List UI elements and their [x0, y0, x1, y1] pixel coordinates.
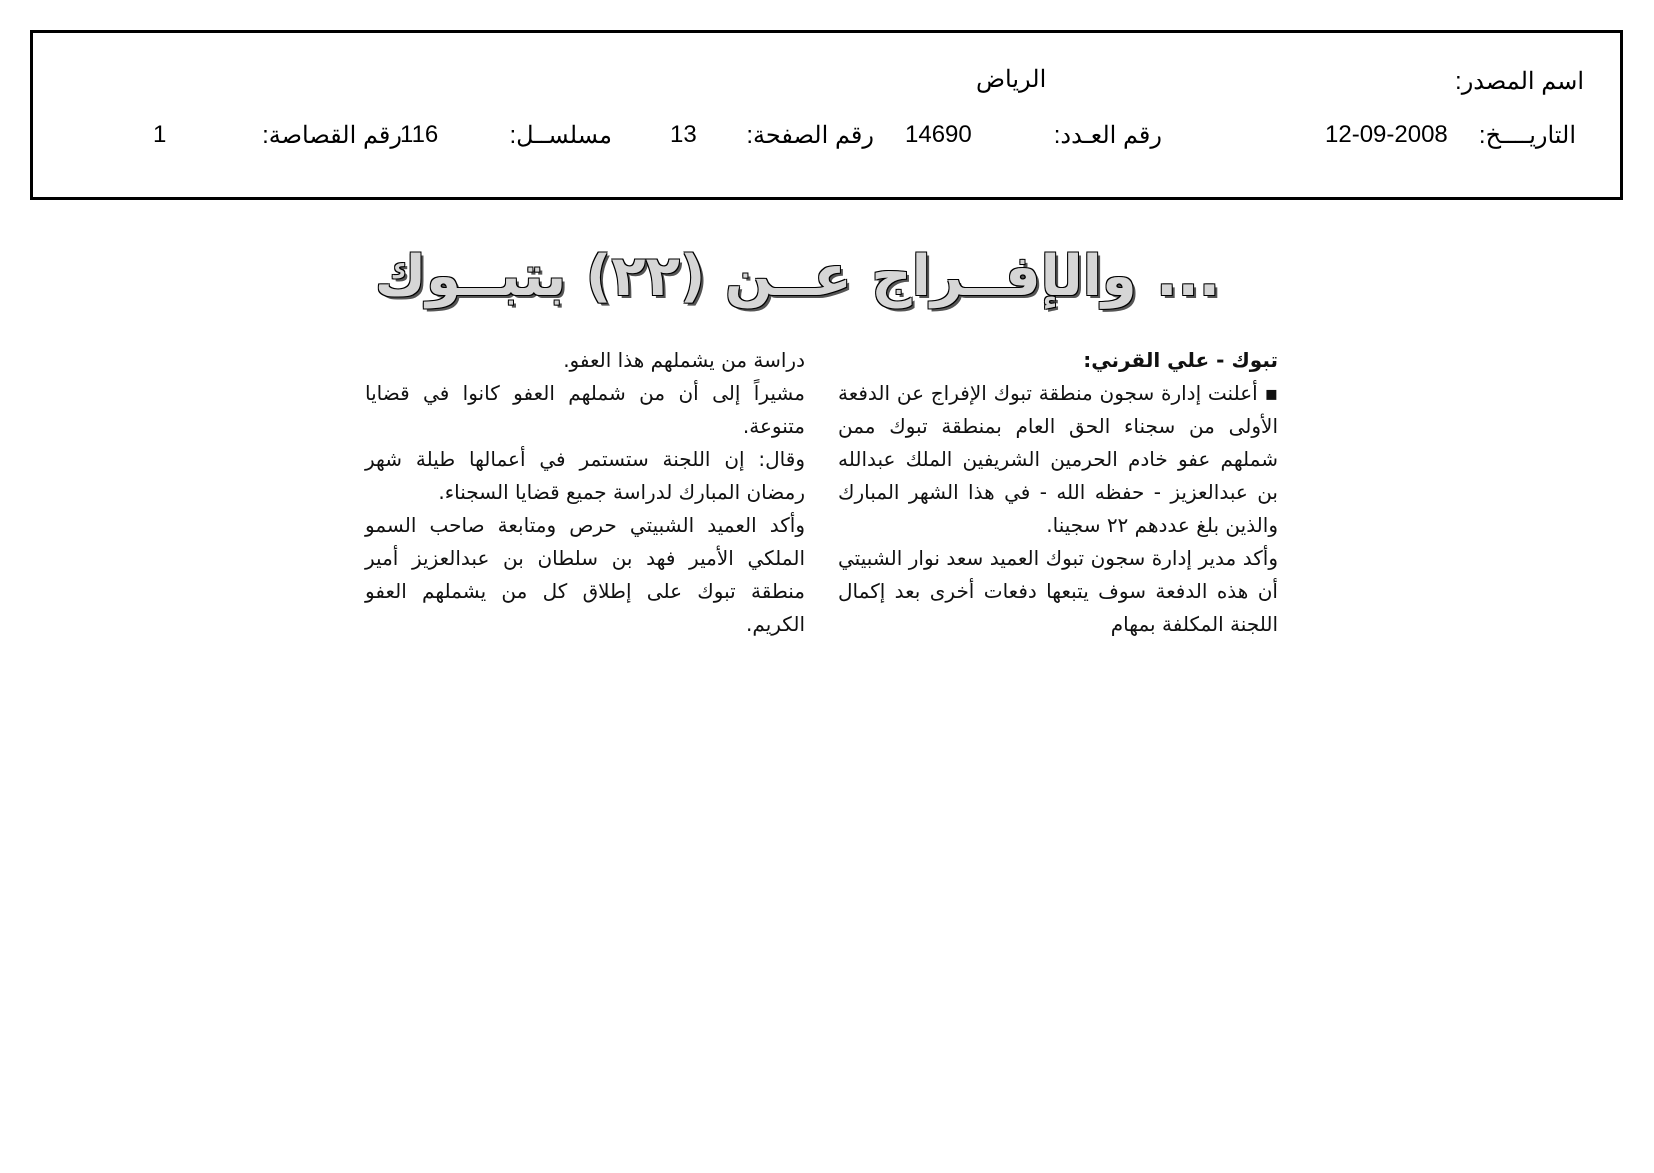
- issue-label: رقم العـدد:: [1053, 122, 1162, 149]
- serial-label: مسلســل:: [509, 122, 612, 149]
- clip-label: رقم القصاصة:: [262, 122, 402, 149]
- article-paragraph: وأكد مدير إدارة سجون تبوك العميد سعد نوار الشبيتي أن هذه الدفعة سوف يتبعها دفعات أخرى بعد إكمال اللجنة المكلفة بمهام: [838, 546, 1278, 636]
- article-column-right: [838, 344, 1278, 641]
- page-value: 13: [670, 121, 697, 148]
- article-column-left: [365, 344, 805, 641]
- article-headline: ... والإفــراج عــن (٢٢) بتبــوك: [374, 244, 1220, 309]
- article-paragraph: مشيراً إلى أن من شملهم العفو كانوا في قضايا متنوعة.: [365, 381, 805, 438]
- source-value: الرياض: [976, 66, 1047, 93]
- article-paragraph: وأكد العميد الشبيتي حرص ومتابعة صاحب السمو الملكي الأمير فهد بن سلطان بن عبدالعزيز أمير منطقة تبوك على إطلاق كل من يشملهم العفو الكريم.: [365, 513, 805, 636]
- article-paragraph: وقال: إن اللجنة ستستمر في أعمالها طيلة شهر رمضان المبارك لدراسة جميع قضايا السجناء.: [365, 447, 805, 504]
- article-paragraph: ▪ أعلنت إدارة سجون منطقة تبوك الإفراج عن الدفعة الأولى من سجناء الحق العام بمنطقة تبوك ممن شملهم عفو خادم الحرمين الشريفين الملك عبدالله بن عبدالعزيز - حفظه الله - في هذا الشهر المبارك والذين بلغ عددهم ٢٢ سجينا.: [838, 381, 1278, 537]
- article-byline: تبوك - علي القرني:: [1083, 348, 1278, 372]
- clip-value: 1: [153, 121, 167, 148]
- source-label: اسم المصدر:: [1455, 68, 1584, 95]
- date-label: التاريــــخ:: [1478, 122, 1576, 149]
- clipping-header: [30, 30, 1623, 200]
- page-label: رقم الصفحة:: [746, 122, 874, 149]
- serial-value: 116: [400, 121, 439, 148]
- issue-value: 14690: [905, 121, 972, 148]
- article-paragraph: دراسة من يشملهم هذا العفو.: [563, 348, 805, 372]
- date-value: 12-09-2008: [1325, 121, 1448, 148]
